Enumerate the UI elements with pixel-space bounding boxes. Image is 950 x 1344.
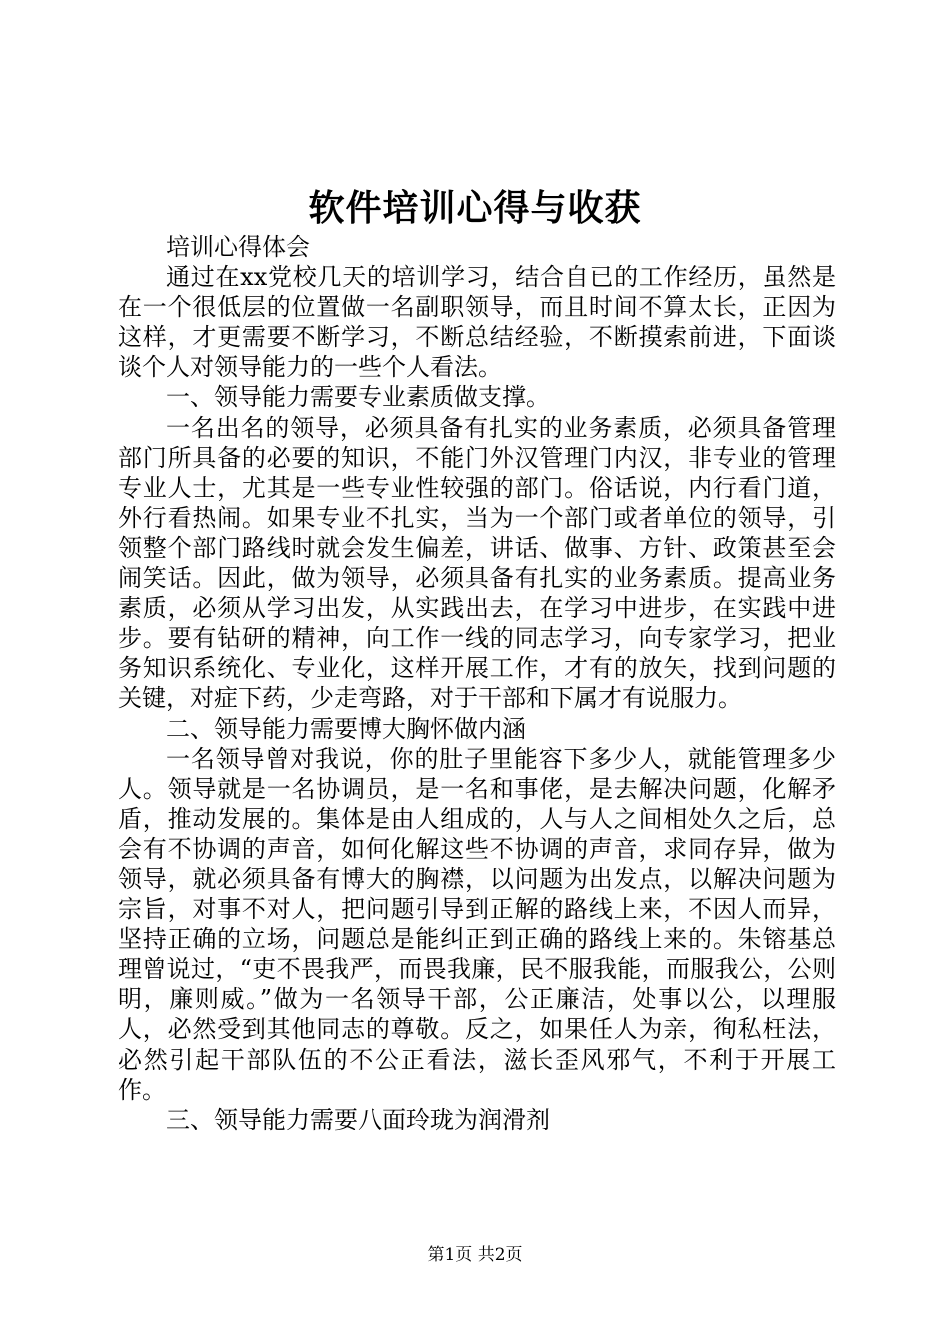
- document-body: [118, 232, 836, 1135]
- paragraph-heading: 培训心得体会: [166, 233, 310, 261]
- paragraph-section-1: 一名出名的领导，必须具备有扎实的业务素质，必须具备管理部门所具备的必要的知识，不能门外汉管理门内汉，非专业的管理专业人士，尤其是一些专业性较强的部门。俗话说，内行看门道，外行看热闹。如果专业不扎实，当为一个部门或者单位的领导，引领整个部门路线时就会发生偏差，讲话、做事、方针、政策甚至会闹笑话。因此，做为领导，必须具备有扎实的业务素质。提高业务素质，必须从学习出发，从实践出去，在学习中进步，在实践中进步。要有钻研的精神，向工作一线的同志学习，向专家学习，把业务知识系统化、专业化，这样开展工作，才有的放矢，找到问题的关键，对症下药，少走弯路，对于干部和下属才有说服力。: [118, 413, 836, 713]
- section-heading-2: 二、领导能力需要博大胸怀做内涵: [166, 714, 526, 743]
- section-heading-3: 三、领导能力需要八面玲珑为润滑剂: [166, 1105, 550, 1134]
- paragraph-intro: 通过在xx党校几天的培训学习，结合自已的工作经历，虽然是在一个很低层的位置做一名副职领导，而且时间不算太长，正因为这样，才更需要不断学习，不断总结经验，不断摸索前进，下面谈谈个人对领导能力的一些个人看法。: [118, 263, 836, 382]
- document-title: 软件培训心得与收获: [308, 187, 642, 229]
- section-heading-1: 一、领导能力需要专业素质做支撑。: [166, 383, 550, 412]
- paragraph-section-2: 一名领导曾对我说，你的肚子里能容下多少人，就能管理多少人。领导就是一名协调员，是一名和事佬，是去解决问题，化解矛盾，推动发展的。集体是由人组成的，人与人之间相处久之后，总会有不协调的声音，如何化解这些不协调的声音，求同存异，做为领导，就必须具备有博大的胸襟，以问题为出发点，以解决问题为宗旨，对事不对人，把问题引导到正解的路线上来，不因人而异，坚持正确的立场，问题总是能纠正到正确的路线上来的。朱镕基总理曾说过，“吏不畏我严，而畏我廉，民不服我能，而服我公，公则明，廉则威。”做为一名领导干部，公正廉洁，处事以公，以理服人，必然受到其他同志的尊敬。反之，如果任人为亲，徇私枉法，必然引起干部队伍的不公正看法，滋长歪风邪气，不利于开展工作。: [118, 744, 836, 1104]
- page-number-footer: 第1页 共2页: [427, 1245, 523, 1265]
